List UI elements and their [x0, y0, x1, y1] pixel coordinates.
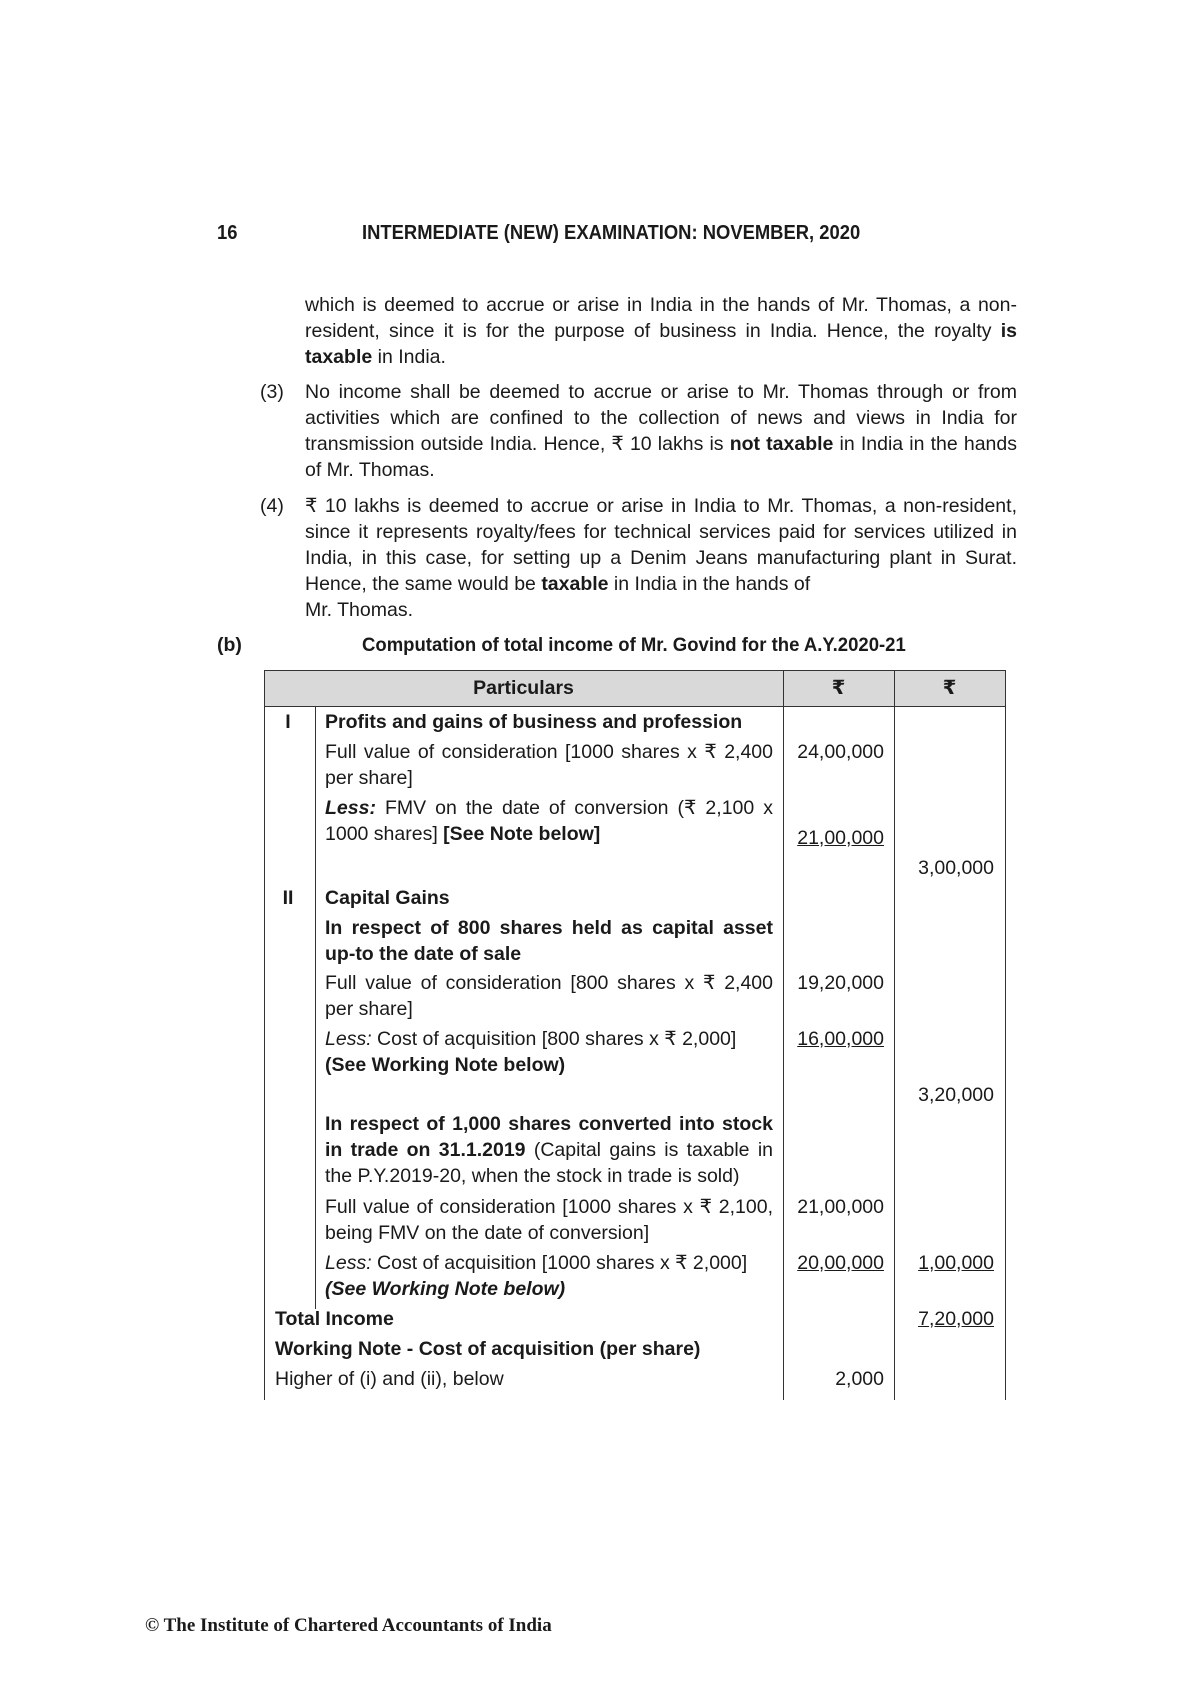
section-2-sub1-less-amount: 16,00,000 — [797, 1028, 884, 1050]
item-4-paragraph: ₹ 10 lakhs is deemed to accrue or arise in India to Mr. Thomas, a non-resident, since it represents royalty/fees for technical services paid for services utilized in India, in this case, for setting up a Denim Jeans manufacturing plant in Surat. Hence, the same would be taxable in India in the hands of Mr. Thomas. — [305, 495, 1017, 621]
total-income-label: Total Income — [275, 1308, 394, 1330]
section-2-sub2-less-amount: 20,00,000 — [797, 1252, 884, 1274]
section-2-sub2-less-text: Less: Cost of acquisition [1000 shares x ₹ 2,000] (See Working Note below) — [325, 1252, 748, 1300]
section-2-sub2-full-value-amount: 21,00,000 — [797, 1196, 884, 1218]
section-2-sub1-full-value-amount: 19,20,000 — [797, 972, 884, 994]
working-note-row-amount: 2,000 — [835, 1368, 884, 1390]
table-col-divider-1 — [783, 670, 784, 1400]
working-note-heading: Working Note - Cost of acquisition (per share) — [275, 1338, 701, 1360]
section-2-roman: II — [282, 887, 294, 909]
section-2-sub2-total: 1,00,000 — [918, 1252, 994, 1274]
header-particulars: Particulars — [473, 677, 574, 699]
section-2-sub2-full-value-text: Full value of consideration [1000 shares x ₹ 2,100, being FMV on the date of conversion] — [325, 1196, 773, 1244]
footer-copyright: © The Institute of Chartered Accountants of India — [145, 1615, 552, 1636]
header-rupee-col-2: ₹ — [942, 677, 957, 699]
section-2-sub1-full-value-text: Full value of consideration [800 shares x ₹ 2,400 per share] — [325, 972, 773, 1020]
table-left-border — [264, 670, 265, 1400]
section-1-less-amount: 21,00,000 — [797, 827, 884, 849]
total-income-amount: 7,20,000 — [918, 1308, 994, 1330]
page-header-title: INTERMEDIATE (NEW) EXAMINATION: NOVEMBER, 2020 — [362, 222, 861, 244]
part-b-label: (b) — [217, 634, 242, 656]
section-2-heading: Capital Gains — [325, 887, 450, 909]
section-1-heading: Profits and gains of business and profession — [325, 711, 743, 733]
working-note-row-text: Higher of (i) and (ii), below — [275, 1368, 504, 1390]
page-number: 16 — [217, 222, 238, 244]
item-3-number: (3) — [260, 381, 284, 403]
section-1-full-value-text: Full value of consideration [1000 shares x ₹ 2,400 per share] — [325, 741, 773, 789]
continuation-paragraph: which is deemed to accrue or arise in India in the hands of Mr. Thomas, a non-resident, since it is for the purpose of business in India. Hence, the royalty is taxable in India. — [305, 294, 1017, 368]
section-1-less-text: Less: FMV on the date of conversion (₹ 2,100 x 1000 shares] [See Note below] — [325, 797, 773, 845]
section-1-full-value-amount: 24,00,000 — [797, 741, 884, 763]
section-2-sub2-heading: In respect of 1,000 shares converted into stock in trade on 31.1.2019 (Capital gains is taxable in the P.Y.2019-20, when the stock in trade is sold) — [325, 1113, 773, 1187]
table-roman-divider — [315, 706, 316, 1309]
section-2-sub1-total: 3,20,000 — [918, 1084, 994, 1106]
header-rupee-col-1: ₹ — [831, 677, 846, 699]
section-1-total: 3,00,000 — [918, 857, 994, 879]
section-2-sub1-less-text: Less: Cost of acquisition [800 shares x ₹ 2,000] (See Working Note below) — [325, 1028, 737, 1076]
section-1-roman: I — [285, 711, 291, 733]
computation-title: Computation of total income of Mr. Govind for the A.Y.2020-21 — [362, 634, 906, 656]
table-col-divider-2 — [894, 670, 895, 1400]
table-right-border — [1005, 670, 1006, 1400]
section-2-sub1-heading: In respect of 800 shares held as capital asset up-to the date of sale — [325, 917, 773, 965]
item-4-number: (4) — [260, 495, 284, 517]
item-3-paragraph: No income shall be deemed to accrue or arise to Mr. Thomas through or from activities which are confined to the collection of news and views in India for transmission outside India. Hence, ₹ 10 lakhs is not taxable in India in the hands of Mr. Thomas. — [305, 381, 1017, 481]
